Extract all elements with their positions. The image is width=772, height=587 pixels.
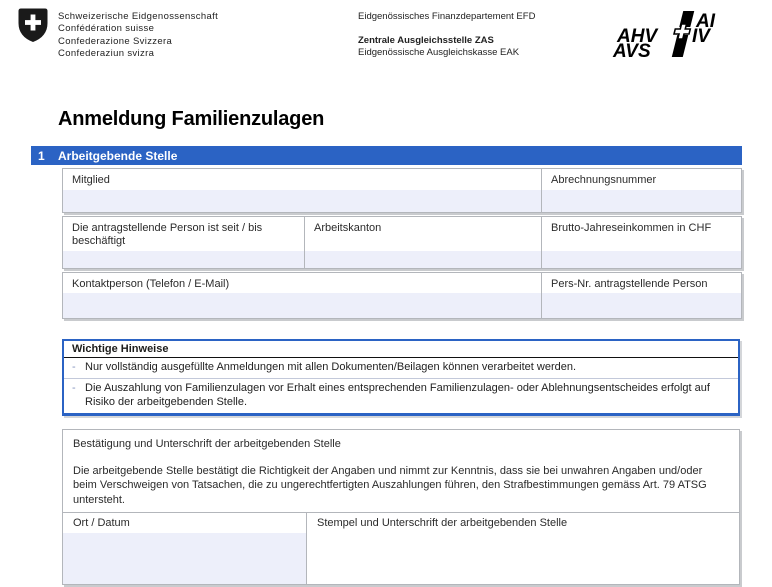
kontaktperson-label: Kontaktperson (Telefon / E-Mail): [72, 277, 230, 290]
federal-title-block: [58, 11, 218, 61]
hinweise-bullet: -: [72, 381, 76, 394]
cell-stempel-unterschrift: [306, 513, 739, 584]
wichtige-hinweise-box: [62, 339, 740, 416]
logo-avs-text: AVS: [613, 41, 651, 60]
bestaetigung-text: Die arbeitgebende Stelle bestätigt die Richtigkeit der Angaben und nimmt zur Kenntnis, dass sie bei unwahren Angaben und/oder beim Verschweigen von Tatsachen, die zu ungerechtfertigten Auszahlungen führen, den Strafbestimmungen gemäss Art. 79 ATSG untersteht.: [73, 464, 707, 506]
abrechnungsnummer-input[interactable]: [542, 190, 741, 212]
mitglied-label: Mitglied: [72, 174, 110, 186]
form-content: [0, 104, 772, 585]
hinweise-item: [64, 358, 738, 378]
bestaetigung-box: [62, 429, 740, 586]
swiss-coat-of-arms-icon: [18, 8, 48, 48]
cell-kontaktperson: [63, 273, 541, 319]
row-kontakt: [62, 272, 742, 320]
hinweise-item: [64, 378, 738, 413]
cell-abrechnungsnummer: [541, 169, 741, 212]
mitglied-input[interactable]: [63, 190, 541, 212]
federal-line-rm: Confederaziun svizra: [58, 48, 155, 60]
field-rows: [62, 168, 742, 319]
logo-ahv-text: AHV: [617, 26, 658, 47]
ort-datum-input[interactable]: [63, 533, 306, 585]
row-beschaeftigung: [62, 216, 742, 269]
row-mitglied: [62, 168, 742, 213]
section-title: Arbeitgebende Stelle: [58, 148, 178, 163]
hinweise-title: Wichtige Hinweise: [64, 341, 738, 358]
arbeitskanton-input[interactable]: [305, 251, 541, 268]
ahv-iv-logo: [610, 8, 732, 65]
office-name: Zentrale Ausgleichsstelle ZAS: [358, 35, 494, 46]
kontaktperson-input[interactable]: [63, 293, 541, 318]
persnr-label: Pers-Nr. antragstellende Person: [551, 277, 708, 290]
abrechnungsnummer-label: Abrechnungsnummer: [551, 174, 657, 186]
cell-mitglied: [63, 169, 541, 212]
page-title: Anmeldung Familienzulagen: [58, 108, 325, 130]
bestaetigung-heading: Bestätigung und Unterschrift der arbeitgebenden Stelle: [73, 437, 341, 450]
hinweise-item-text: Nur vollständig ausgefüllte Anmeldungen mit allen Dokumenten/Beilagen können verarbeitet werden.: [85, 361, 577, 373]
federal-line-it: Confederazione Svizzera: [58, 35, 173, 47]
ort-datum-label: Ort / Datum: [73, 517, 130, 529]
cell-ort-datum: [63, 513, 306, 584]
stempel-label: Stempel und Unterschrift der arbeitgebenden Stelle: [317, 517, 568, 529]
cell-persnr: [541, 273, 741, 319]
signature-row: [63, 512, 739, 584]
persnr-input[interactable]: [542, 293, 741, 318]
logo-ai-text: AI: [696, 11, 715, 32]
logo-cross-bar-icon: [668, 11, 694, 57]
hinweise-bullet: -: [72, 361, 76, 373]
brutto-input[interactable]: [542, 251, 741, 268]
federal-line-de: Schweizerische Eidgenossenschaft: [58, 11, 219, 22]
department-line: Eidgenössisches Finanzdepartement EFD: [358, 11, 536, 22]
cell-arbeitskanton: [304, 217, 541, 268]
office-subname: Eidgenössische Ausgleichskasse EAK: [358, 47, 520, 58]
federal-line-fr: Confédération suisse: [58, 23, 155, 35]
logo-iv-text: IV: [692, 26, 710, 47]
hinweise-item-text: Die Auszahlung von Familienzulagen vor Erhalt eines entsprechenden Familienzulagen- oder Ablehnungsentscheides erfolgt auf Risiko der arbeitgebenden Stelle.: [85, 381, 710, 408]
beschaeftigt-label: Die antragstellende Person ist seit / bis beschäftigt: [72, 221, 263, 247]
department-block: [358, 11, 535, 59]
cell-beschaeftigt: [63, 217, 304, 268]
section-number: 1: [38, 148, 45, 163]
section-header-arbeitgebende-stelle: [31, 146, 742, 165]
beschaeftigt-input[interactable]: [63, 251, 304, 268]
brutto-label: Brutto-Jahreseinkommen in CHF: [551, 221, 712, 234]
arbeitskanton-label: Arbeitskanton: [314, 221, 382, 234]
cell-brutto: [541, 217, 741, 268]
